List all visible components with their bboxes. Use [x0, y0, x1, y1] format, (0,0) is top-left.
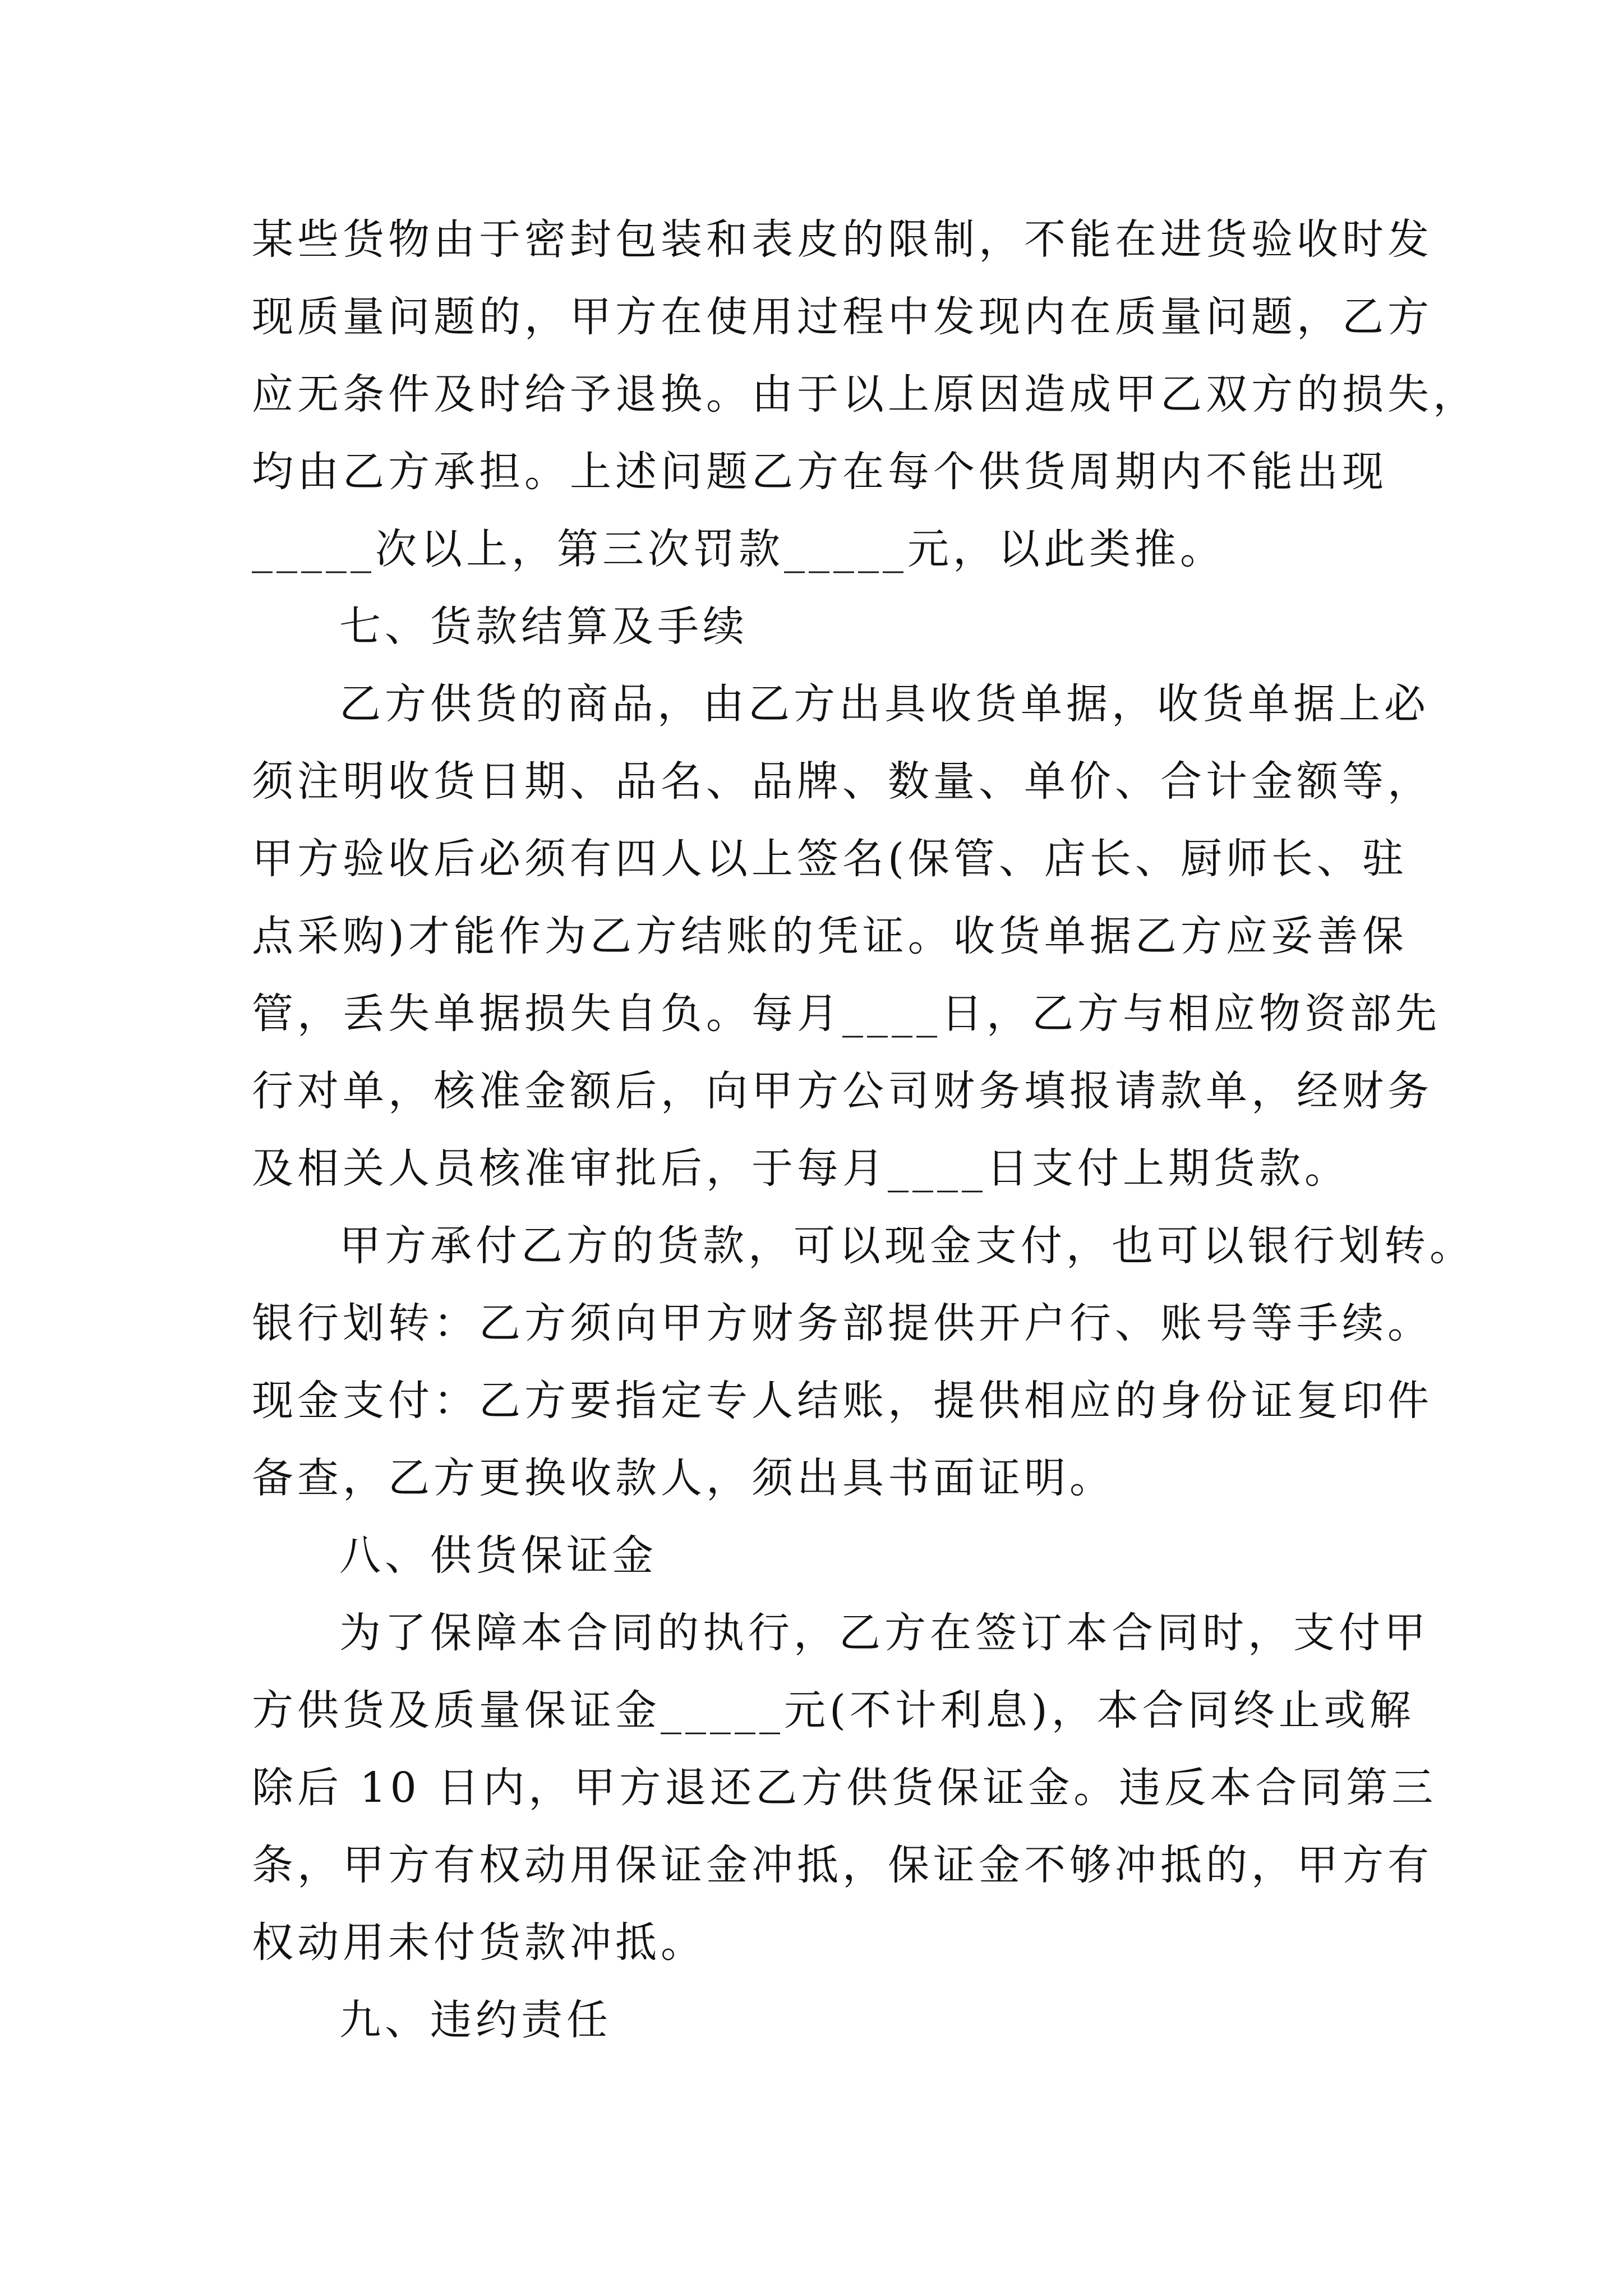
section-heading: 九、违约责任	[339, 1996, 612, 2044]
text-line: 甲方承付乙方的货款，可以现金支付，也可以银行划转。	[339, 1222, 1475, 1270]
text-line: 备查，乙方更换收款人，须出具书面证明。	[252, 1454, 1115, 1502]
text-line: 银行划转：乙方须向甲方财务部提供开户行、账号等手续。	[252, 1299, 1433, 1347]
text-line: 管，丢失单据损失自负。每月____日，乙方与相应物资部先	[252, 990, 1441, 1038]
text-line: _____次以上，第三次罚款_____元，以此类推。	[252, 525, 1225, 573]
text-line: 权动用未付货款冲抵。	[252, 1918, 706, 1967]
text-line: 须注明收货日期、品名、品牌、数量、单价、合计金额等，	[252, 757, 1433, 806]
text-line: 条，甲方有权动用保证金冲抵，保证金不够冲抵的，甲方有	[252, 1841, 1433, 1889]
section-heading: 八、供货保证金	[339, 1531, 657, 1580]
text-line: 方供货及质量保证金_____元(不计利息)，本合同终止或解	[252, 1686, 1415, 1734]
text-line: 现金支付：乙方要指定专人结账，提供相应的身份证复印件	[252, 1377, 1433, 1425]
text-line: 某些货物由于密封包装和表皮的限制，不能在进货验收时发	[252, 215, 1433, 264]
text-line: 乙方供货的商品，由乙方出具收货单据，收货单据上必	[339, 680, 1430, 728]
text-line: 均由乙方承担。上述问题乙方在每个供货周期内不能出现	[252, 448, 1387, 496]
text-line: 为了保障本合同的执行，乙方在签订本合同时，支付甲	[339, 1609, 1430, 1657]
text-line: 应无条件及时给予退换。由于以上原因造成甲乙双方的损失，	[252, 370, 1478, 418]
text-line: 及相关人员核准审批后，于每月____日支付上期货款。	[252, 1144, 1350, 1193]
section-heading: 七、货款结算及手续	[339, 602, 748, 651]
text-line: 现质量问题的，甲方在使用过程中发现内在质量问题，乙方	[252, 293, 1433, 341]
text-line: 甲方验收后必须有四人以上签名(保管、店长、厨师长、驻	[252, 835, 1408, 883]
text-line: 点采购)才能作为乙方结账的凭证。收货单据乙方应妥善保	[252, 912, 1408, 960]
text-line: 行对单，核准金额后，向甲方公司财务填报请款单，经财务	[252, 1067, 1433, 1115]
text-line: 除后 10 日内，甲方退还乙方供货保证金。违反本合同第三	[252, 1764, 1437, 1812]
